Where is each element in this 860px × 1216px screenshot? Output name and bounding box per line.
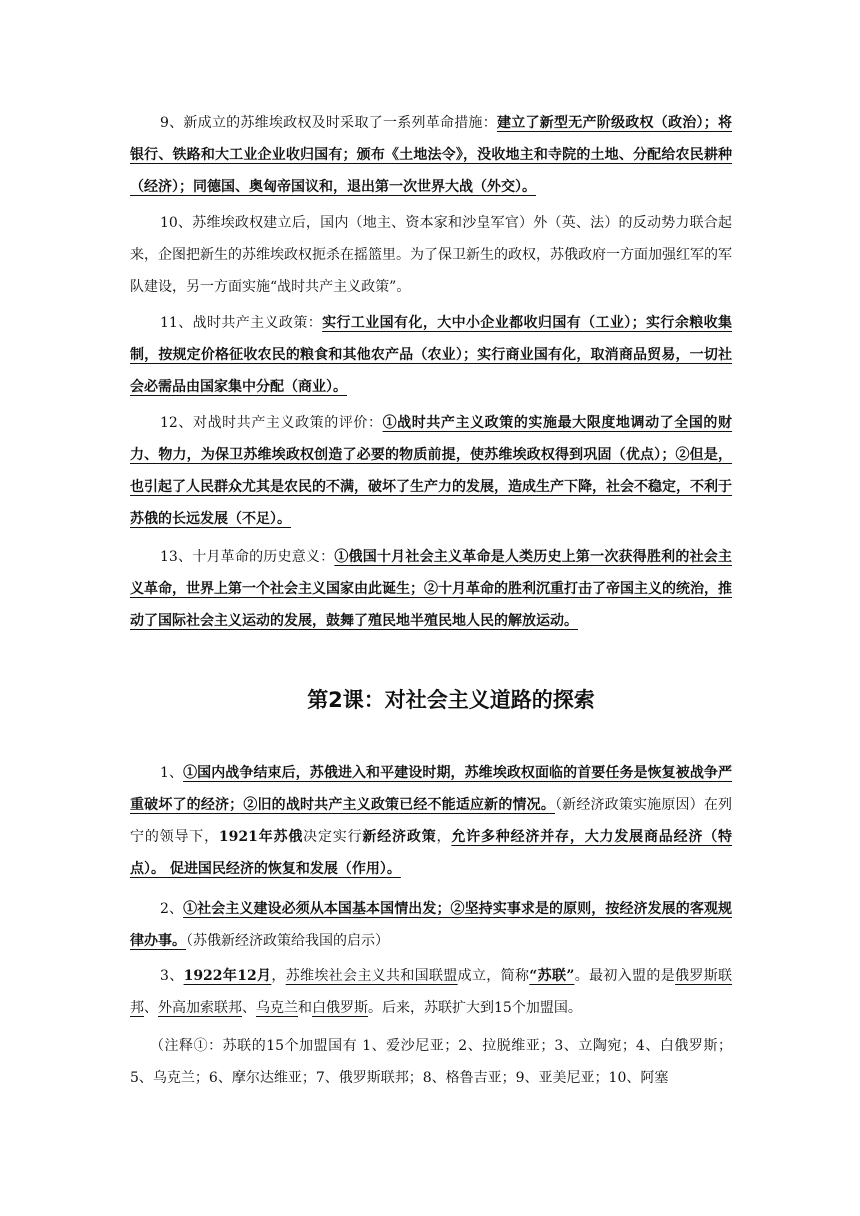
lesson2-p2-tail: （苏俄新经济政策给我国的启示） (186, 933, 389, 949)
lesson2-p1-lead: 1、 (160, 765, 184, 781)
paragraph-12-lead: 12、对战时共产主义政策的评价： (160, 415, 383, 431)
annotation-note-text: （注释①：苏联的15个加盟国有 1、爱沙尼亚；2、拉脱维亚；3、立陶宛；4、白俄罗斯；5、乌克兰；6、摩尔达维亚；7、俄罗斯联邦；8、格鲁吉亚；9、亚美尼亚；10、阿塞 (130, 1038, 732, 1086)
paragraph-13-key-points: ①俄国十月社会主义革命是人类历史上第一次获得胜利的社会主义革命，世界上第一个社会主义国家由此诞生；②十月革命的胜利沉重打击了帝国主义的统治，推动了国际社会主义运动的发展，鼓舞了殖民地半殖民地人民的解放运动。 (130, 549, 732, 629)
paragraph-10-text: 10、苏维埃政权建立后，国内（地主、资本家和沙皇军官）外（英、法）的反动势力联合起来，企图把新生的苏维埃政权扼杀在摇篮里。为了保卫新生的政权，苏俄政府一方面加强红军的军队建设，另一方面实施“战时共产主义政策”。 (130, 215, 732, 295)
lesson2-p1-year: 1921年苏俄 (218, 829, 304, 845)
paragraph-11-key-points: 实行工业国有化，大中小企业都收归国有（工业）；实行余粮收集制，按规定价格征收农民的粮食和其他农产品（农业）；实行商业国有化，取消商品贸易，一切社会必需品由国家集中分配（商业）。 (130, 315, 732, 395)
lesson2-p3-abbr: “苏联” (529, 968, 575, 984)
paragraph-13-lead: 13、十月革命的历史意义： (160, 549, 335, 565)
lesson2-p3-t1: 成立，简称 (457, 968, 530, 984)
paragraph-10 (130, 207, 732, 303)
lesson2-p3-member-3: 乌克兰 (256, 1000, 298, 1016)
lesson2-p3-t2: 。最初入盟的是 (574, 968, 676, 984)
lesson2-p2-lead: 2、 (160, 901, 184, 917)
lesson2-paragraph-3 (130, 960, 732, 1024)
lesson2-p1-mid2: 决定实行 (303, 829, 363, 845)
paragraph-11-lead: 11、战时共产主义政策： (160, 315, 323, 331)
lesson2-p3-t3: 。后来，苏联扩大到15个加盟国。 (368, 1000, 582, 1016)
lesson2-paragraph-2 (130, 893, 732, 957)
lesson2-p1-mid3: ， (436, 829, 452, 845)
paragraph-9 (130, 107, 732, 203)
paragraph-12-key-points: ①战时共产主义政策的实施最大限度地调动了全国的财力、物力，为保卫苏维埃政权创造了必要的物质前提，使苏维埃政权得到巩固（优点）；②但是，也引起了人民群众尤其是农民的不满，破坏了生产力的发展，造成生产下降，社会不稳定，不利于苏俄的长远发展（不足）。 (130, 415, 732, 527)
lesson2-p2-lessons: ①社会主义建设必须从本国基本国情出发；②坚持实事求是的原则，按经济发展的客观规律办事。 (130, 901, 732, 949)
lesson2-p3-and: 和 (298, 1000, 312, 1016)
paragraph-11 (130, 307, 732, 403)
paragraph-9-lead: 9、新成立的苏维埃政权及时采取了一系列革命措施： (160, 115, 497, 131)
lesson2-p1-mid1: （新经济政策实施原因）在列宁的领导下， (130, 797, 732, 845)
lesson2-p3-member-1: 俄罗斯联邦 (130, 968, 733, 1016)
lesson2-p1-nep: 新经济政策 (362, 829, 437, 845)
lesson2-paragraph-1 (130, 757, 732, 885)
lesson2-p3-member-2: 外高加索联邦 (158, 1000, 242, 1016)
lesson2-p1-features: 允许多种经济并存，大力发展商品经济（特点）。 促进国民经济的恢复和发展（作用）。 (130, 829, 733, 877)
paragraph-12 (130, 407, 732, 535)
lesson2-p3-lead: 3、 (160, 968, 184, 984)
lesson2-p3-union: 苏维埃社会主义共和国联盟 (285, 968, 458, 984)
lesson2-p3-sep1: ， (271, 968, 286, 984)
lesson2-p3-member-4: 白俄罗斯 (312, 1000, 368, 1016)
lesson2-p3-sep2: 、 (144, 1000, 158, 1016)
lesson-title: 第2课：对社会主义道路的探索 (307, 688, 595, 712)
lesson2-p3-date: 1922年12月 (183, 968, 272, 984)
lesson2-p1-reasons: ①国内战争结束后，苏俄进入和平建设时期，苏维埃政权面临的首要任务是恢复被战争严重破坏了的经济；②旧的战时共产主义政策已经不能适应新的情况。 (130, 765, 732, 813)
paragraph-9-key-points: 建立了新型无产阶级政权（政治）；将银行、铁路和大工业企业收归国有；颁布《土地法令》，没收地主和寺院的土地、分配给农民耕种（经济）；同德国、奥匈帝国议和，退出第一次世界大战（外交）。 (130, 115, 733, 195)
paragraph-13 (130, 541, 732, 637)
annotation-note (130, 1030, 732, 1094)
lesson2-p3-sep3: 、 (242, 1000, 256, 1016)
